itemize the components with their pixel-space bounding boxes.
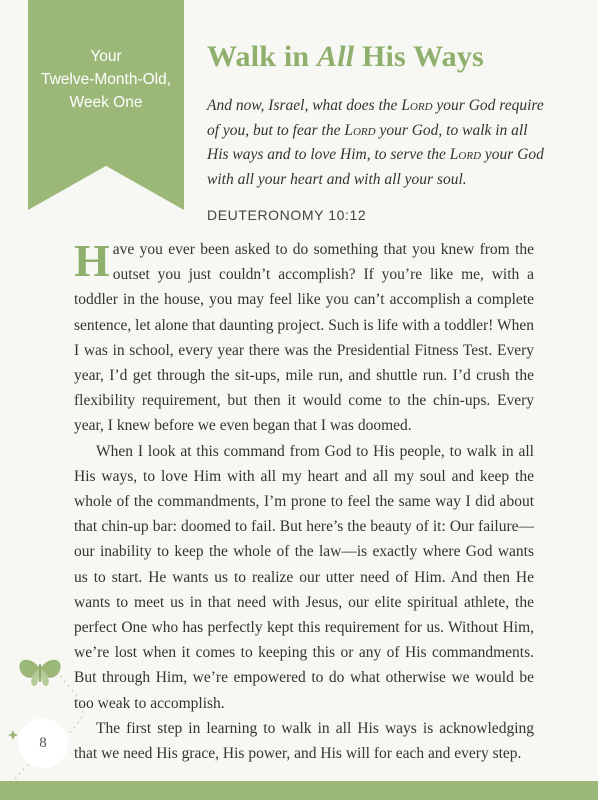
chapter-label	[28, 45, 184, 114]
chapter-label-line-1: Your	[90, 48, 122, 65]
paragraph-2: When I look at this command from God to His people, to walk in all His ways, to love Him with all my heart and all my soul and keep the whole of the commandments, I’m prone to feel the same way I did about that chin-up bar: doomed to fail. But here’s the beauty of it: Our failure—our inability to keep the whole of the law—is exactly where God wants us to start. He wants us to realize our utter need of Him. And then He wants to meet us in that need with Jesus, our elite spiritual athlete, the perfect One who has perfectly kept this requirement for us. Without Him, we’re lost when it comes to keeping this or any of His commandments. But through Him, we’re empowered to do what otherwise we would be too weak to accomplish.	[74, 442, 534, 712]
leaf-decoration	[0, 640, 120, 790]
page-number: 8	[39, 734, 47, 751]
scripture-verse	[207, 94, 547, 192]
paragraph-1	[74, 237, 534, 439]
star-icon	[8, 730, 18, 740]
page-number-badge	[18, 718, 68, 768]
verse-text: your God with all your heart and with all your soul.	[207, 146, 544, 188]
butterfly-icon	[19, 660, 60, 686]
body-text	[74, 237, 534, 766]
chapter-label-line-2: Twelve-Month-Old,	[40, 71, 172, 88]
drop-cap: H	[74, 235, 110, 286]
verse-text: your God, to walk in all His ways and to love Him, to serve the	[207, 121, 528, 163]
verse-text: your God require of you, but to fear the	[207, 97, 544, 139]
verse-reference: DEUTERONOMY 10:12	[207, 207, 367, 223]
title-pre: Walk in	[207, 40, 317, 73]
verse-lord: Lord	[449, 146, 482, 163]
page-title	[207, 40, 484, 74]
title-emphasis: All	[316, 40, 355, 73]
paragraph-3: The first step in learning to walk in all His ways is acknowledging that we need His grace, His power, and His will for each and every step.	[74, 719, 534, 763]
verse-lord: Lord	[344, 121, 376, 139]
verse-text: And now, Israel, what does the	[207, 97, 402, 114]
verse-lord: Lord	[401, 97, 433, 114]
footer-bar	[0, 781, 598, 800]
title-post: His Ways	[354, 40, 484, 73]
paragraph-1-text: ave you ever been asked to do something that you knew from the outset you just couldn’t accomplish? If you’re like me, with a toddler in the house, you may feel like you can’t accomplish a complete sentence, let alone that daunting project. Such is life with a toddler! When I was in school, every year there was the Presidential Fitness Test. Every year, I’d get through the sit-ups, mile run, and shuttle run. I’d crush the flexibility requirement, but then it would come to the chin-ups. Every year, I knew before we even began that I was doomed.	[74, 241, 534, 435]
chapter-label-line-3: Week One	[69, 94, 143, 111]
